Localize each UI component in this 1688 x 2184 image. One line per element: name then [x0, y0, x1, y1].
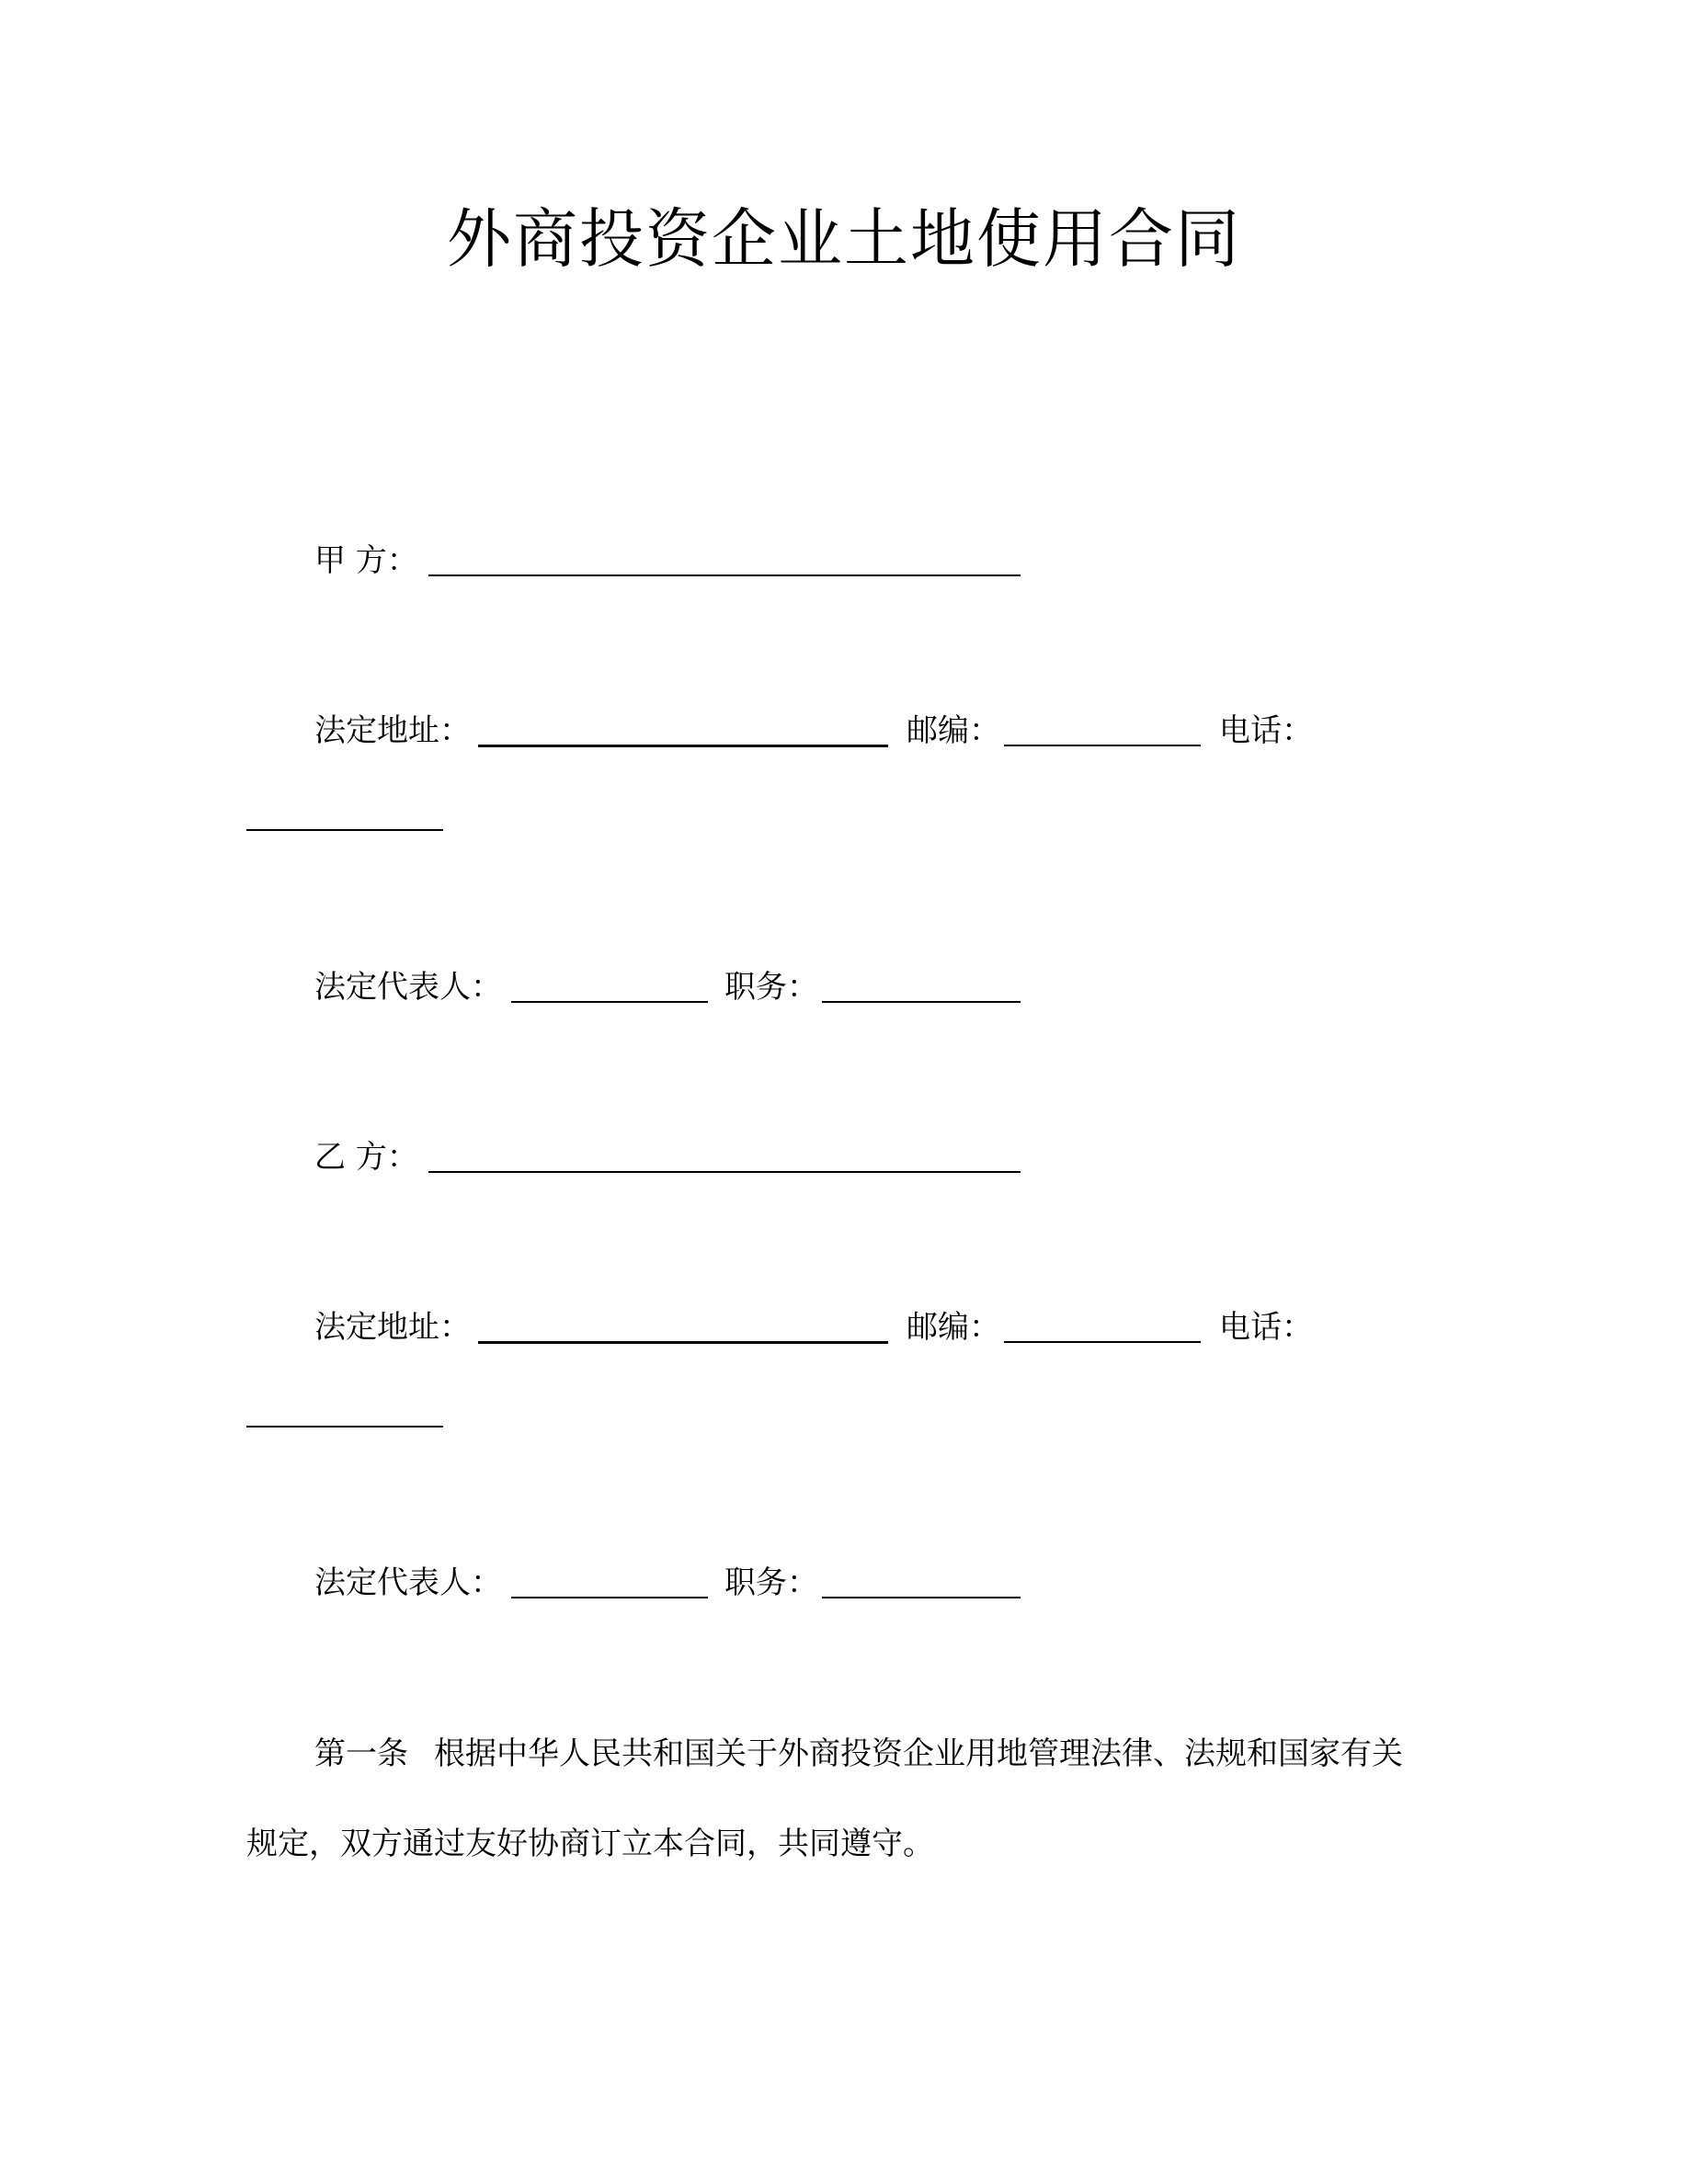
party-a-position-label: 职务：: [724, 969, 818, 1006]
party-a-rep-label: 法定代表人：: [314, 969, 502, 1006]
party-b-rep-blank[interactable]: [511, 1597, 708, 1598]
party-a-position-blank[interactable]: [822, 1001, 1021, 1003]
party-b-phone-blank[interactable]: [246, 1426, 443, 1428]
party-b-name-blank[interactable]: [428, 1171, 1021, 1173]
article-1-line-1: [314, 1734, 1403, 1774]
article-1-line-2: 规定，双方通过友好协商订立本合同，共同遵守。: [246, 1826, 934, 1862]
party-b-phone-label: 电话：: [1219, 1309, 1313, 1346]
party-b-postcode-blank[interactable]: [1004, 1341, 1201, 1343]
party-a-label: 甲 方：: [314, 542, 418, 579]
party-b-label: 乙 方：: [314, 1139, 418, 1176]
document-title: 外商投资企业土地使用合同: [447, 201, 1241, 277]
party-a-address-label: 法定地址：: [314, 712, 471, 749]
party-b-position-label: 职务：: [724, 1564, 818, 1601]
party-a-phone-blank[interactable]: [246, 829, 443, 831]
party-b-position-blank[interactable]: [822, 1597, 1021, 1598]
article-1-text-1: 根据中华人民共和国关于外商投资企业用地管理法律、法规和国家有关: [434, 1735, 1403, 1772]
party-a-phone-label: 电话：: [1219, 712, 1313, 749]
party-b-address-blank[interactable]: [478, 1341, 888, 1344]
party-a-rep-blank[interactable]: [511, 1001, 708, 1003]
party-b-address-label: 法定地址：: [314, 1309, 471, 1346]
party-a-address-blank[interactable]: [478, 745, 888, 747]
party-b-rep-label: 法定代表人：: [314, 1564, 502, 1601]
party-a-name-blank[interactable]: [428, 574, 1021, 576]
article-1-number: 第一条: [314, 1735, 408, 1772]
party-b-postcode-label: 邮编：: [907, 1309, 1000, 1346]
party-a-postcode-label: 邮编：: [907, 712, 1000, 749]
party-a-postcode-blank[interactable]: [1004, 745, 1201, 746]
